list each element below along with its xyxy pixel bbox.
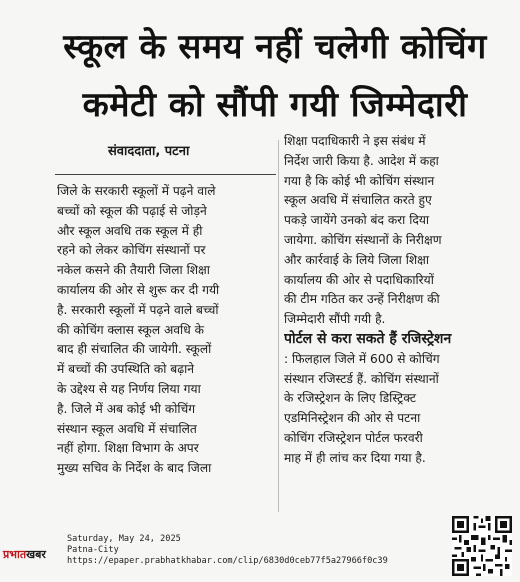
right-column-line: पकड़े जायेंगे उनको बंद करा दिया	[284, 213, 430, 228]
right-column-line: कोचिंग रजिस्ट्रेशन पोर्टल फरवरी	[284, 430, 423, 445]
right-column-line: निर्देश जारी किया है. आदेश में कहा	[284, 153, 439, 168]
left-column-line: के उद्देश्य से यह निर्णय लिया गया	[57, 381, 201, 396]
left-column-line: है. जिले में अब कोई भी कोचिंग	[57, 401, 196, 416]
qr-code	[452, 516, 512, 576]
right-column-line: जिम्मेदारी सौंपी गयी है.	[284, 312, 386, 327]
byline-rule	[55, 174, 276, 175]
footer-date: Saturday, May 24, 2025	[67, 534, 181, 544]
left-column-line: मुख्य सचिव के निर्देश के बाद जिला	[57, 461, 212, 476]
right-column-line: संस्थान रजिस्टर्ड हैं. कोचिंग संस्थानों	[284, 371, 439, 386]
logo-part-1: प्रभात	[3, 548, 27, 561]
right-column-line: : फिलहाल जिले में 600 से कोचिंग	[284, 351, 440, 366]
left-column-line: और स्कूल अवधि तक स्कूल में ही	[57, 223, 203, 238]
right-column	[284, 132, 496, 469]
left-column-line: जिले के सरकारी स्कूलों में पढ़ने वाले	[57, 184, 216, 198]
right-column-line: एडमिनिस्ट्रेशन की ओर से पटना	[284, 411, 421, 426]
subheading: पोर्टल से करा सकते हैं रजिस्ट्रेशन	[284, 330, 452, 347]
footer-info	[67, 534, 388, 567]
footer-edition: Patna-City	[67, 545, 119, 555]
column-divider	[278, 140, 279, 512]
right-column-line: शिक्षा पदाधिकारी ने इस संबंध में	[284, 134, 426, 148]
logo-part-2: खबर	[26, 548, 46, 561]
right-column-line: गया है कि कोई भी कोचिंग संस्थान	[284, 173, 435, 188]
footer-url[interactable]: https://epaper.prabhatkhabar.com/clip/6830d0ceb77f5a27966f0c39	[67, 556, 388, 566]
right-column-line: जायेगा. कोचिंग संस्थानों के निरीक्षण	[284, 232, 442, 247]
left-column-line: कार्यालय की ओर से शुरू कर दी गयी	[57, 282, 220, 297]
left-column-line: बाद ही संचालित की जायेगी. स्कूलों	[57, 342, 212, 357]
right-column-line: और कार्रवाई के लिये जिला शिक्षा	[284, 252, 430, 267]
left-column-line: की कोचिंग क्लास स्कूल अवधि के	[57, 322, 204, 337]
left-column-line: नकेल कसने की तैयारी जिला शिक्षा	[57, 263, 210, 278]
right-column-line: के रजिस्ट्रेशन के लिए डिस्ट्रिक्ट	[284, 391, 416, 406]
headline-line-2: कमेटी को सौंपी गयी जिम्मेदारी	[82, 85, 468, 125]
left-column-line: बच्चों को स्कूल की पढ़ाई से जोड़ने	[57, 203, 207, 218]
right-column-line: की टीम गठित कर उन्हें निरीक्षण की	[284, 292, 440, 307]
right-column-line: कार्यालय की ओर से पदाधिकारियों	[284, 272, 434, 287]
left-column-line: है. सरकारी स्कूलों में पढ़ने वाले बच्चों	[57, 302, 219, 317]
right-column-line: माह में ही लांच कर दिया गया है.	[284, 450, 426, 465]
left-column-line: नहीं होगा. शिक्षा विभाग के अपर	[57, 441, 199, 456]
left-column-line: में बच्चों की उपस्थिति को बढ़ाने	[57, 362, 195, 377]
headline-line-1: स्कूल के समय नहीं चलेगी कोचिंग	[63, 27, 487, 67]
left-column-line: संस्थान स्कूल अवधि में संचालित	[57, 421, 197, 436]
left-column	[57, 182, 272, 479]
right-column-line: स्कूल अवधि में संचालित करते हुए	[284, 193, 432, 208]
byline: संवाददाता, पटना	[108, 144, 190, 159]
prabhat-khabar-logo	[3, 547, 46, 562]
left-column-line: रहने को लेकर कोचिंग संस्थानों पर	[57, 243, 206, 258]
